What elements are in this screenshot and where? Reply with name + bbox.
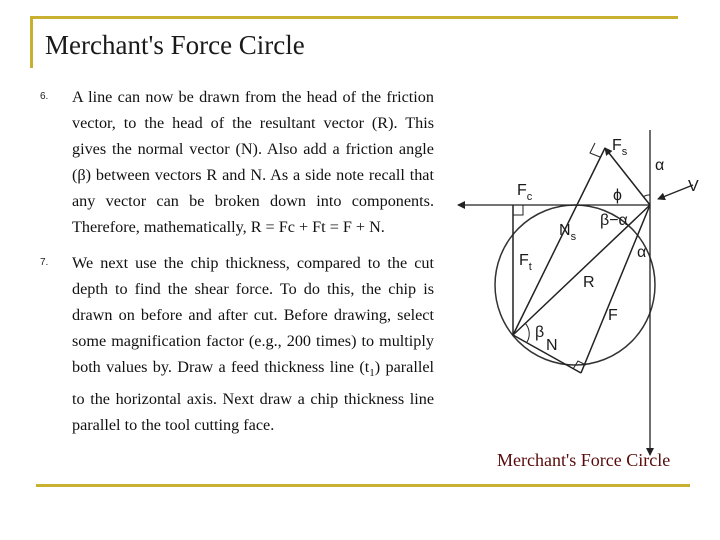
- alpha-top-label: α: [655, 157, 665, 174]
- n-label: N: [546, 337, 558, 354]
- beta-minus-alpha-label: β−α: [600, 212, 628, 229]
- list-number: 6.: [40, 91, 49, 102]
- diagram-caption: Merchant's Force Circle: [497, 450, 671, 470]
- f-label: F: [608, 307, 618, 324]
- beta-label: β: [535, 324, 545, 341]
- ns-vector: [513, 148, 605, 335]
- numbered-list: [40, 84, 434, 448]
- list-item: [40, 84, 434, 240]
- slide-title: Merchant's Force Circle: [45, 30, 305, 60]
- fs-label: $F_s$: [612, 137, 628, 158]
- beta-arc: [525, 323, 529, 342]
- merchant-circle: [495, 205, 655, 365]
- list-text: We next use the chip thickness, compared to the cut depth to find the shear force. To do this, the chip is drawn on before and after cut. Before drawing, select some magnification factor (e.g., 200 times) to multiply both values by. Draw a feed thickness line $(t_1)$ parallel to the horizontal axis. Next draw a chip thickness line parallel to the tool cutting face.: [72, 254, 435, 435]
- r-vector: [513, 205, 650, 335]
- phi-label: ϕ: [613, 187, 622, 204]
- v-label: V: [688, 178, 699, 195]
- ft-label: $F_t$: [519, 252, 532, 273]
- r-label: R: [583, 274, 595, 291]
- list-item: [40, 250, 434, 438]
- frame-left-line: [30, 16, 33, 68]
- force-circle-diagram: [455, 125, 700, 465]
- right-angle-marker: [513, 205, 523, 215]
- ns-label: $N_s$: [559, 222, 577, 243]
- fc-label: $F_c$: [517, 182, 533, 203]
- phi-arc: [643, 195, 650, 197]
- alpha-bottom-label: α: [637, 244, 647, 261]
- frame-bottom-line: [36, 484, 690, 487]
- right-angle-marker: [590, 143, 600, 157]
- subscript: 1: [369, 367, 375, 380]
- list-text: A line can now be drawn from the head of the friction vector, to the head of the resultant vector (R). This gives the normal vector (N). Also add a friction angle (β) between vectors R and N. As a side note recall that any vector can be broken down into components. Therefore, mathematically, R = Fc + Ft = F + N.: [72, 88, 434, 236]
- list-number: 7.: [40, 257, 49, 268]
- frame-top-line: [30, 16, 678, 19]
